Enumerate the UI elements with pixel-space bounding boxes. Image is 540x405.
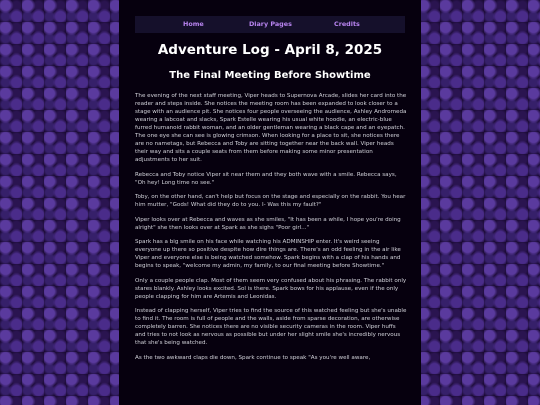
paragraph: The evening of the next staff meeting, Viper heads to Supernova Arcade, slides her card into the reader and steps inside. She notices the meeting room has been expanded to look closer to a stage with an audience pit. She notices four people overseeing the audience, Ashley Andromeda wearing a labcoat and slacks, Spark Estelle wearing his usual white hoodie, an electric-blue furred humanoid rabbit woman, and an older gentleman wearing a black cape and an eyepatch. The one eye she can see is glowing crimson. When looking for a place to sit, she notices there are no nametags, but Rebecca and Toby are sitting together near the back wall. Viper heads their way and sits a couple seats from them before making some minor presentation adjustments to her suit. xyxy=(135,93,407,163)
paragraph: Only a couple people clap. Most of them seem very confused about his phrasing. The rabbit only stares blankly. Ashley looks excited. Sol is there. Spark bows for his applause, even if the only people clapping for him are Artemis and Leonidas. xyxy=(135,277,407,300)
paragraph: Instead of clapping herself, Viper tries to find the source of this watched feeling but she's unable to find it. The room is full of people and the walls, aside from sparse decoration, are otherwise completely barren. She notices there are no visible security cameras in the room. Viper huffs and tries to not look as nervous as possible but under her slight smile she's incredibly nervous that she's being watched. xyxy=(135,308,407,346)
paragraph: Viper looks over at Rebecca and waves as she smiles, "It has been a while, I hope you're doing alright" she then looks over at Spark as she sighs "Poor girl..." xyxy=(135,216,401,231)
paragraph: As the two awkward claps die down, Spark continue to speak "As you're well aware, xyxy=(135,354,371,361)
nav-bar xyxy=(135,16,405,33)
paragraph: Toby, on the other hand, can't help but focus on the stage and especially on the rabbit. You hear him mutter, "Gods! What did they do to you. I- Was this my fault?" xyxy=(135,194,406,208)
page-title: Adventure Log - April 8, 2025 xyxy=(157,42,383,58)
paragraph: Rebecca and Toby notice Viper sit near them and they both wave with a smile. Rebecca says, "Oh hey! Long time no see." xyxy=(135,171,397,186)
log-content xyxy=(135,92,407,368)
nav-credits-link[interactable]: Credits xyxy=(334,20,360,28)
page-subtitle: The Final Meeting Before Showtime xyxy=(169,70,371,81)
nav-diary-link[interactable]: Diary Pages xyxy=(249,20,292,28)
page-panel xyxy=(119,0,421,405)
paragraph: Spark has a big smile on his face while watching his ADMINSHIP enter. It's weird seeing everyone up there so positive despite how dire things are. There's an odd feeling in the air like Viper and everyone else is being watched somehow. Spark begins with a clap of his hands and begins to speak, "welcome my admin, my family, to our final meeting before Showtime." xyxy=(135,239,401,269)
nav-home-link[interactable]: Home xyxy=(183,20,204,28)
